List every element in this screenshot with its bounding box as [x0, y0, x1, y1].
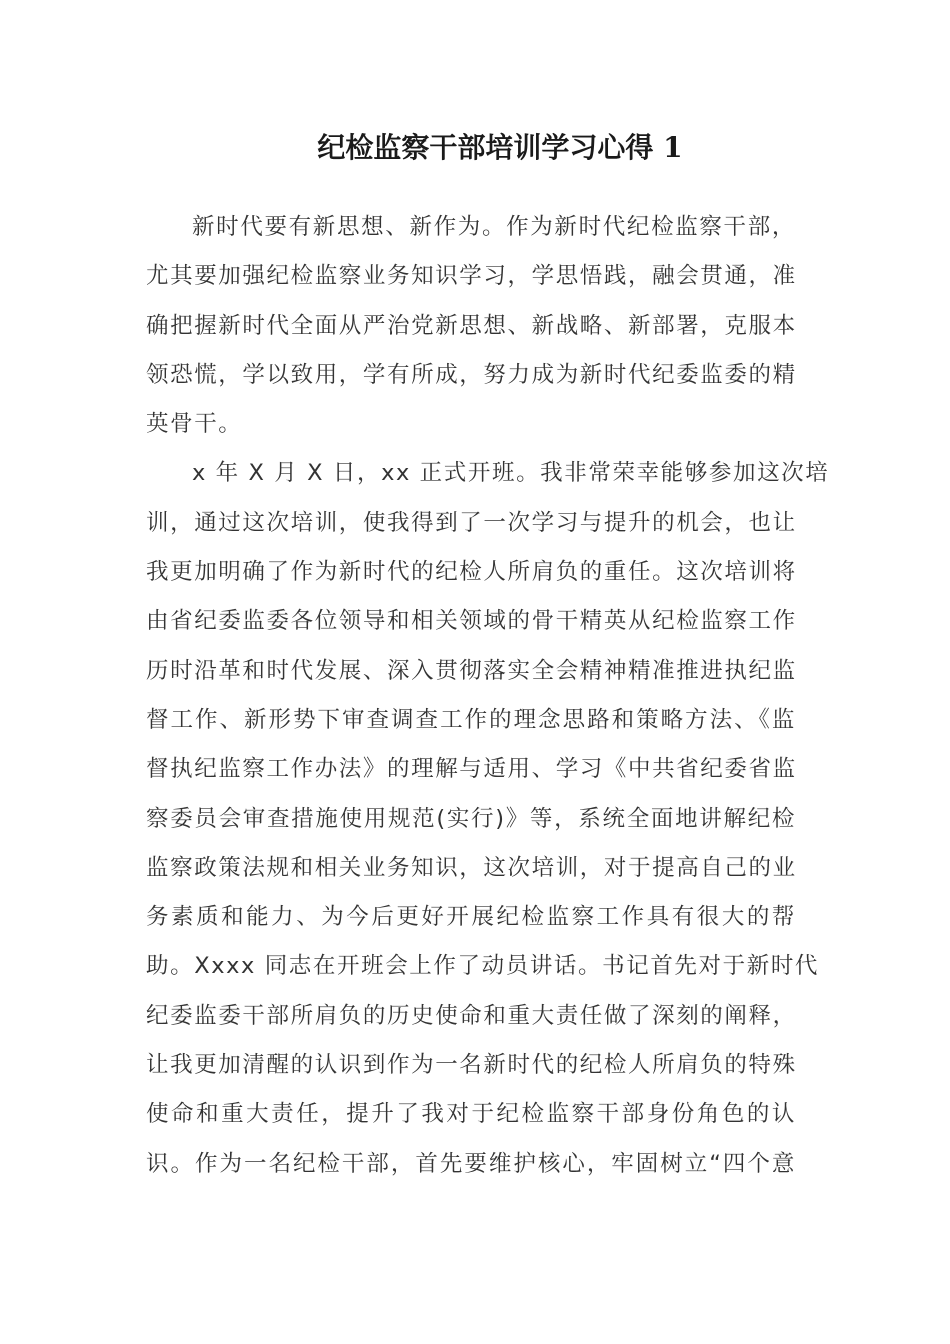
paragraph-2-line-5: 历时沿革和时代发展、深入贯彻落实全会精神精准推进执纪监	[146, 657, 797, 684]
paragraph-2-line-8: 察委员会审查措施使用规范(实行)》等，系统全面地讲解纪检	[146, 805, 796, 832]
paragraph-2-line-13: 让我更加清醒的认识到作为一名新时代的纪检人所肩负的特殊	[146, 1052, 797, 1079]
paragraph-2-line-15: 识。作为一名纪检干部，首先要维护核心，牢固树立“四个意	[146, 1150, 796, 1177]
paragraph-2-line-6: 督工作、新形势下审查调查工作的理念思路和策略方法、《监	[146, 706, 796, 733]
paragraph-2-line-11: 助。Xxxx 同志在开班会上作了动员讲话。书记首先对于新时代	[146, 953, 820, 980]
paragraph-2-line-1: x 年 X 月 X 日，xx 正式开班。我非常荣幸能够参加这次培	[192, 460, 830, 487]
paragraph-2-line-14: 使命和重大责任，提升了我对于纪检监察干部身份角色的认	[146, 1101, 796, 1128]
document-title: 纪检监察干部培训学习心得 1	[317, 131, 683, 164]
paragraph-1-line-2: 尤其要加强纪检监察业务知识学习，学思悟践，融会贯通，准	[146, 263, 797, 290]
paragraph-2-line-10: 务素质和能力、为今后更好开展纪检监察工作具有很大的帮	[146, 904, 796, 931]
paragraph-1-line-1: 新时代要有新思想、新作为。作为新时代纪检监察干部，	[192, 214, 796, 240]
paragraph-2-line-3: 我更加明确了作为新时代的纪检人所肩负的重任。这次培训将	[146, 559, 797, 586]
paragraph-1-line-4: 领恐慌，学以致用，学有所成，努力成为新时代纪委监委的精	[146, 361, 797, 388]
paragraph-1-line-5: 英骨干。	[146, 411, 243, 438]
paragraph-2-line-7: 督执纪监察工作办法》的理解与适用、学习《中共省纪委省监	[146, 756, 797, 783]
document-body	[146, 206, 830, 1192]
paragraph-1-line-3: 确把握新时代全面从严治党新思想、新战略、新部署，克服本	[146, 312, 797, 339]
paragraph-2-line-12: 纪委监委干部所肩负的历史使命和重大责任做了深刻的阐释，	[146, 1002, 797, 1029]
paragraph-2-line-2: 训，通过这次培训，使我得到了一次学习与提升的机会，也让	[146, 509, 797, 536]
paragraph-2-line-4: 由省纪委监委各位领导和相关领域的骨干精英从纪检监察工作	[146, 608, 797, 635]
paragraph-2-line-9: 监察政策法规和相关业务知识，这次培训，对于提高自己的业	[146, 854, 797, 881]
